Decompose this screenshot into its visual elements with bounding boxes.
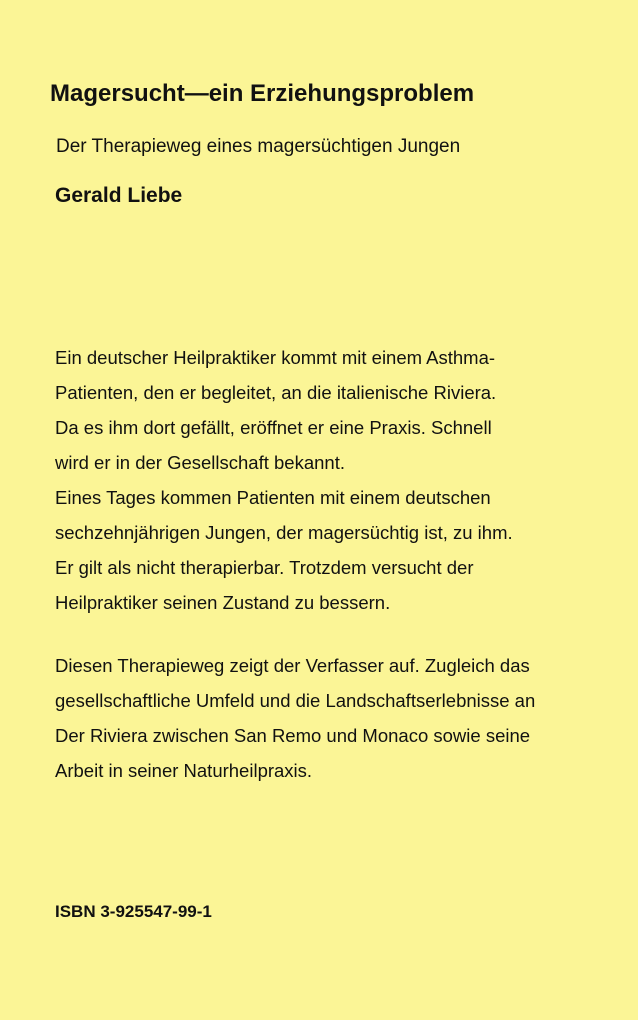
blurb-line: Da es ihm dort gefällt, eröffnet er eine Praxis. Schnell <box>55 417 492 438</box>
blurb-line: gesellschaftliche Umfeld und die Landschaftserlebnisse an <box>55 690 536 711</box>
blurb-line: Diesen Therapieweg zeigt der Verfasser auf. Zugleich das <box>55 655 530 676</box>
blurb-paragraph-2 <box>55 648 615 788</box>
book-title: Magersucht—ein Erziehungsproblem <box>50 80 475 107</box>
author-name: Gerald Liebe <box>55 184 183 207</box>
isbn-number: ISBN 3-925547-99-1 <box>55 902 212 921</box>
blurb-line: Patienten, den er begleitet, an die italienische Riviera. <box>55 382 497 403</box>
blurb-line: Arbeit in seiner Naturheilpraxis. <box>55 760 313 781</box>
blurb-line: wird er in der Gesellschaft bekannt. <box>55 452 345 473</box>
blurb-paragraph-1 <box>55 340 615 620</box>
book-subtitle: Der Therapieweg eines magersüchtigen Jungen <box>56 136 461 157</box>
blurb-line: Eines Tages kommen Patienten mit einem deutschen <box>55 487 491 508</box>
blurb-line: sechzehnjährigen Jungen, der magersüchtig ist, zu ihm. <box>55 522 513 543</box>
blurb-line: Heilpraktiker seinen Zustand zu bessern. <box>55 592 391 613</box>
blurb-line: Ein deutscher Heilpraktiker kommt mit einem Asthma- <box>55 347 496 368</box>
blurb-line: Er gilt als nicht therapierbar. Trotzdem versucht der <box>55 557 474 578</box>
blurb-line: Der Riviera zwischen San Remo und Monaco sowie seine <box>55 725 531 746</box>
